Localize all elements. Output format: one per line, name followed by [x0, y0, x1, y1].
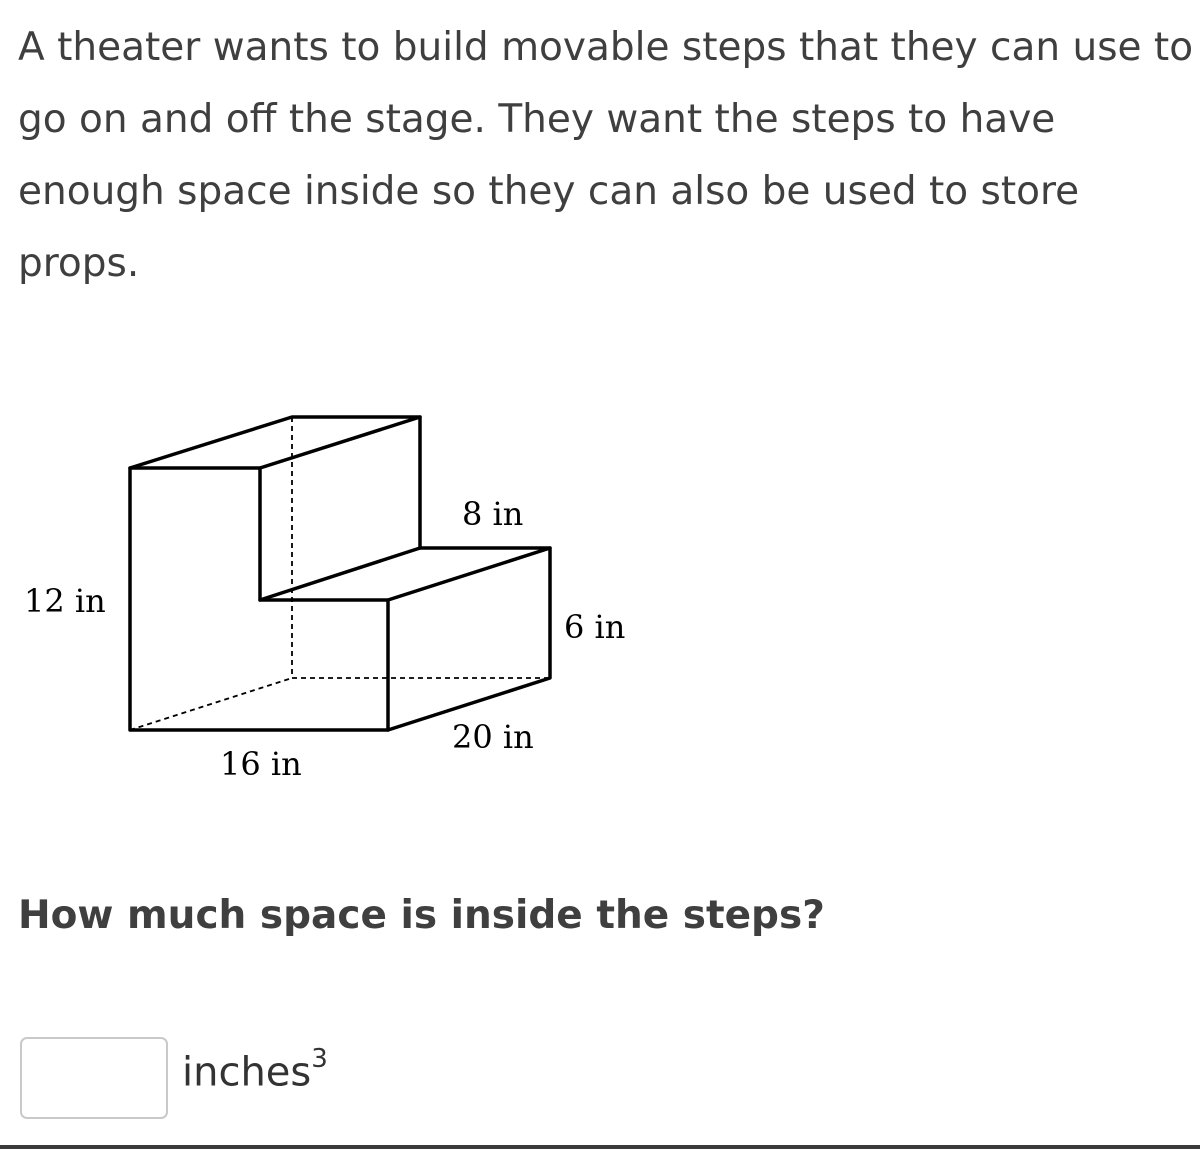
steps-solid-edges [130, 417, 550, 730]
answer-row [20, 1035, 328, 1121]
right-height-label: 6 in [564, 608, 626, 646]
question-text: How much space is inside the steps? [18, 893, 825, 938]
unit-exponent: 3 [311, 1044, 328, 1075]
steps-figure [0, 380, 700, 800]
right-depth-label: 20 in [452, 718, 534, 756]
answer-input[interactable] [20, 1037, 168, 1119]
bottom-divider [0, 1145, 1200, 1149]
top-depth-label: 8 in [462, 495, 524, 533]
steps-diagram [0, 380, 700, 800]
answer-unit [182, 1044, 328, 1096]
bottom-width-label: 16 in [220, 745, 302, 783]
problem-statement: A theater wants to build movable steps that they can use to go on and off the stage. They want the steps to have enough space inside so they can also be used to store props. [18, 25, 1194, 286]
left-height-label: 12 in [24, 582, 106, 620]
unit-text: inches [182, 1049, 312, 1096]
